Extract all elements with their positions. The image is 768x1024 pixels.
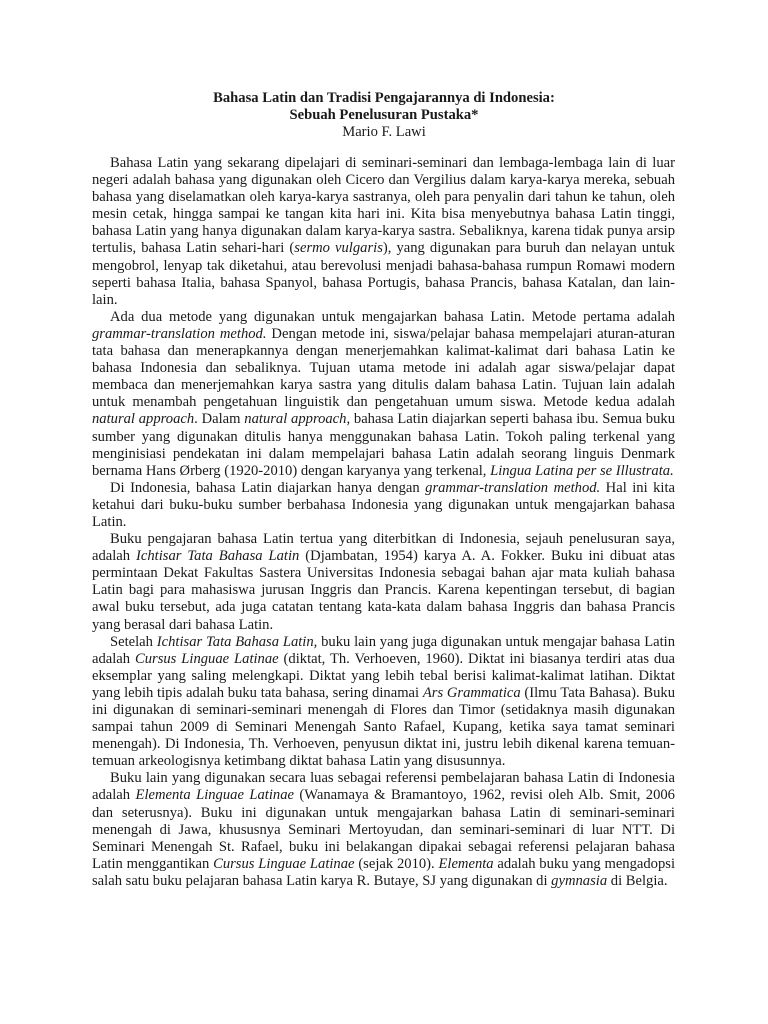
- paragraph-text: Buku pengajaran bahasa Latin tertua yang diterbitkan di Indonesia, sejauh penelusuran saya, adalah: [92, 531, 675, 565]
- paragraph-text: Di Indonesia, bahasa Latin diajarkan hanya dengan: [110, 479, 426, 496]
- italic-text: Cursus Linguae Latinae: [213, 855, 355, 872]
- paragraph-text: (Djambatan, 1954) karya A. A. Fokker. Buku ini dibuat atas permintaan Dekat Fakultas Sastera Universitas Indonesia sebagai bahan ajar mata kuliah bahasa Latin bagi para mahasiswa jurusan Inggris dan Prancis. Karena kepentingan tersebut, di bagian awal buku tersebut, ada juga catatan tentang kata-kata dalam bahasa Inggris dan bahasa Prancis yang berasal dari bahasa Latin.: [92, 548, 676, 633]
- paragraph-text: Buku lain yang digunakan secara luas sebagai referensi pembelajaran bahasa Latin di Indonesia adalah: [92, 770, 675, 804]
- paragraph-text: Dengan metode ini, siswa/pelajar bahasa mempelajari aturan-aturan tata bahasa dan menerapkannya dengan menerjemahkan kalimat-kalimat dari bahasa Latin ke bahasa Indonesia dan sebaliknya. Tujuan utama metode ini adalah agar siswa/pelajar dapat membaca dan menerjemahkan karya sastra yang ditulis dalam bahasa Latin. Tujuan lain adalah untuk menambah pengetahuan linguistik dan pengetahuan umum siswa. Metode kedua adalah: [92, 325, 675, 411]
- italic-text: gymnasia: [551, 872, 608, 889]
- italic-text: Ichtisar Tata Bahasa Latin: [136, 548, 300, 565]
- paragraph: [92, 309, 675, 480]
- title-line-1: Bahasa Latin dan Tradisi Pengajarannya di Indonesia:: [213, 90, 555, 106]
- paragraph-text: (Wanamaya & Bramantoyo, 1962, revisi oleh Alb. Smit, 2006 dan seterusnya). Buku ini digunakan untuk mengajarkan bahasa Latin di seminari-seminari menengah di Jawa, khususnya Seminari Mertoyudan, dan seminari-seminari di luar NTT. Di Seminari Menengah St. Rafael, buku ini belakangan dipakai sebagai referensi pelajaran bahasa Latin menggantikan: [92, 787, 675, 872]
- document-body: [92, 155, 675, 890]
- paragraph: [92, 155, 675, 309]
- italic-text: Ars Grammatica: [422, 684, 521, 701]
- italic-text: Elementa Linguae Latinae: [135, 787, 294, 804]
- italic-text: Cursus Linguae Latinae: [135, 650, 279, 667]
- paragraph-text: buku lain yang juga digunakan untuk mengajar bahasa Latin adalah: [92, 633, 675, 667]
- italic-text: Ichtisar Tata Bahasa Latin,: [156, 633, 318, 650]
- paragraph-text: Setelah: [110, 633, 157, 650]
- paragraph-text: di Belgia.: [607, 872, 668, 889]
- italic-text: sermo vulgaris: [294, 240, 383, 257]
- document-header: [0, 90, 768, 141]
- paragraph-text: (Ilmu Tata Bahasa). Buku ini digunakan di seminari-seminari menengah di Flores dan Timor (setidaknya masih digunakan sampai tahun 2009 di Seminari Menengah Santo Rafael, Kupang, ketika saya tamat seminari menengah). Di Indonesia, Th. Verhoeven, penyusun diktat ini, justru lebih dikenal karena temuan-temuan arkeologisnya ketimbang diktat bahasa Latin yang disusunnya.: [92, 684, 676, 770]
- paragraph-text: Hal ini kita ketahui dari buku-buku sumber berbahasa Indonesia yang digunakan untuk mengajarkan bahasa Latin.: [92, 479, 676, 530]
- paragraph: [92, 531, 675, 634]
- paragraph: [92, 480, 675, 531]
- italic-text: Elementa: [438, 855, 494, 872]
- paragraph-text: Ada dua metode yang digunakan untuk mengajarkan bahasa Latin. Metode pertama adalah: [110, 308, 675, 325]
- italic-text: grammar-translation method.: [425, 479, 601, 496]
- italic-text: grammar-translation method.: [92, 325, 267, 342]
- italic-text: Lingua Latina per se Illustrata.: [490, 462, 674, 479]
- paragraph-text: ), yang digunakan para buruh dan nelayan untuk mengobrol, lenyap tak diketahui, atau berevolusi menjadi bahasa-bahasa rumpun Romawi modern seperti bahasa Italia, bahasa Spanyol, bahasa Portugis, bahasa Prancis, bahasa Katalan, dan lain-lain.: [92, 240, 675, 308]
- paragraph: [92, 634, 675, 771]
- paragraph-text: adalah buku yang mengadopsi salah satu buku pelajaran bahasa Latin karya R. Butaye, SJ yang digunakan di: [92, 855, 675, 889]
- paragraph-text: Bahasa Latin yang sekarang dipelajari di seminari-seminari dan lembaga-lembaga lain di luar negeri adalah bahasa yang digunakan oleh Cicero dan Vergilius dalam karya-karya mereka, sebuah bahasa yang diselamatkan oleh karya-karya sastranya, oleh para penyalin dari tahun ke tahun, oleh mesin cetak, hingga sampai ke tangan kita hari ini. Kita bisa menyebutnya bahasa Latin tinggi, bahasa Latin yang hanya digunakan dalam karya-karya sastra. Sebaliknya, karena tidak punya arsip tertulis, bahasa Latin sehari-hari (: [92, 155, 675, 257]
- italic-text: natural approach: [92, 411, 195, 428]
- paragraph-text: bahasa Latin diajarkan seperti bahasa ibu. Semua buku sumber yang digunakan ditulis hanya menggunakan bahasa Latin. Tokoh paling terkenal yang menginisiasi pendekatan ini dalam mempelajari bahasa Latin adalah seorang linguis Denmark bernama Hans Ørberg (1920-2010) dengan karyanya yang terkenal,: [92, 411, 675, 479]
- title-line-2: Sebuah Penelusuran Pustaka*: [289, 107, 479, 123]
- paragraph-text: (diktat, Th. Verhoeven, 1960). Diktat ini biasanya terdiri atas dua eksemplar yang saling melengkapi. Diktat yang lebih tebal berisi kalimat-kalimat latihan. Diktat yang lebih tipis adalah buku tata bahasa, sering dinamai: [92, 650, 675, 701]
- paragraph-text: . Dalam: [194, 411, 245, 428]
- author-name: Mario F. Lawi: [342, 124, 426, 140]
- paragraph: [92, 770, 675, 890]
- paragraph-text: (sejak 2010).: [354, 855, 439, 872]
- italic-text: natural approach,: [244, 411, 351, 428]
